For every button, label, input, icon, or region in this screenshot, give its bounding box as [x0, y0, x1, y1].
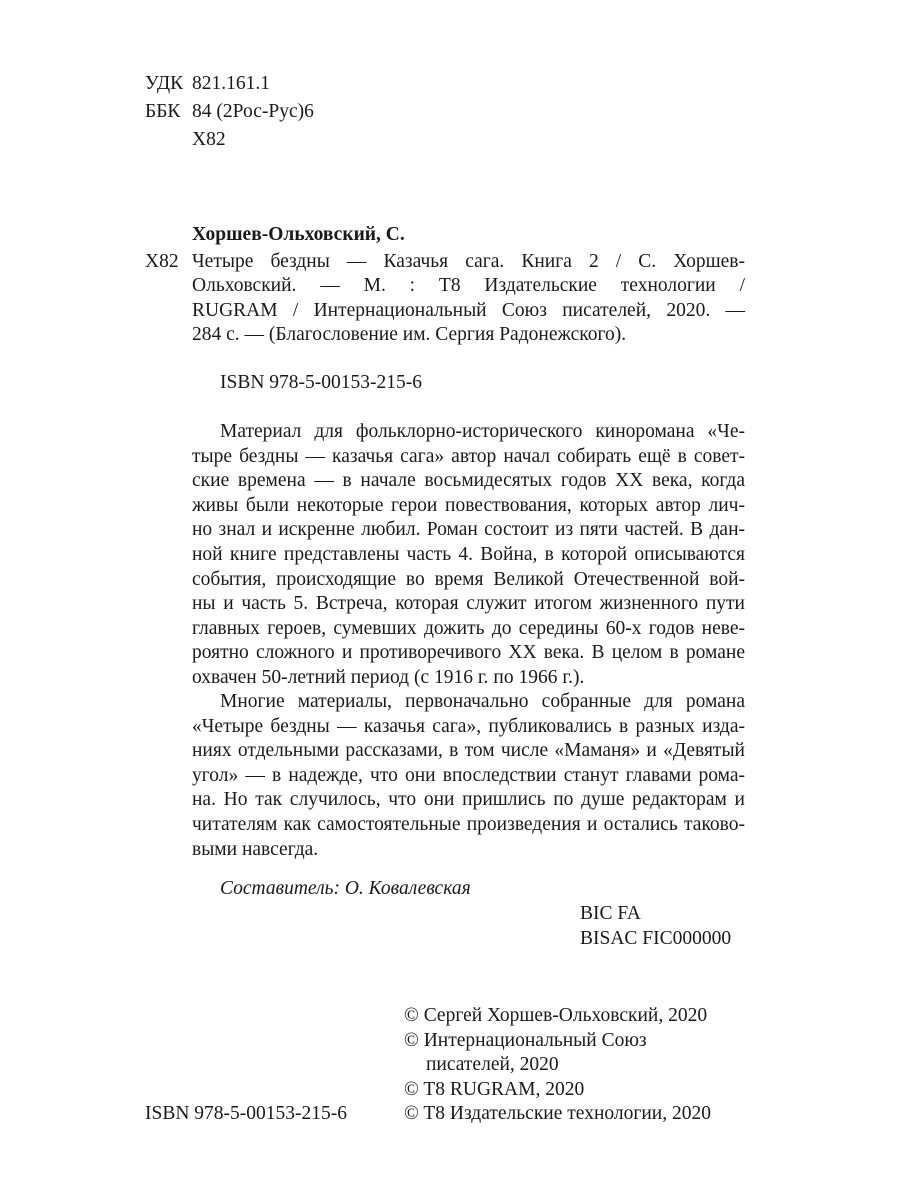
annotation-line: события, происходящие во время Великой Отечественной вой-	[192, 568, 745, 590]
annotation-line: тыре бездны — казачья сага» автор начал собирать ещё в совет-	[192, 445, 745, 467]
entry-description-line: Четыре бездны — Казачья сага. Книга 2 / С. Хоршев-	[192, 251, 745, 272]
annotation-line: «Четыре бездны — казачья сага», публиковались в разных изда-	[192, 715, 745, 737]
entry-author: Хоршев-Ольховский, С.	[192, 224, 405, 245]
compiler-credit: Составитель: О. Ковалевская	[220, 878, 471, 899]
annotation-line: Материал для фольклорно-исторического кинороманa «Че-	[220, 421, 745, 442]
annotation-line: читателям как самостоятельные произведения и остались таково-	[192, 813, 745, 835]
author-mark: Х82	[192, 129, 226, 150]
entry-description-line: RUGRAM / Интернациональный Союз писателей, 2020. —	[192, 300, 745, 321]
bbk-label: ББК	[145, 101, 181, 122]
bbk-value: 84 (2Рос-Рус)6	[192, 101, 314, 122]
copyright-line: © T8 Издательские технологии, 2020	[404, 1103, 711, 1124]
annotation-line: главных героев, сумевших дожить до середины 60-х годов неве-	[192, 617, 745, 639]
entry-description-line: 284 с. — (Благословение им. Сергия Радонежского).	[192, 324, 627, 345]
copyright-line: © Интернациональный Союз	[404, 1030, 647, 1051]
bottom-isbn: ISBN 978-5-00153-215-6	[145, 1103, 348, 1124]
copyright-line: © T8 RUGRAM, 2020	[404, 1079, 585, 1100]
annotation-line: ны и часть 5. Встреча, которая служит итогом жизненного пути	[192, 593, 745, 615]
annotation-line: ной книге представлены часть 4. Война, в которой описываются	[192, 543, 745, 565]
annotation-line: на. Но так случилось, что они пришлись по душе редакторам и	[192, 789, 745, 811]
entry-isbn: ISBN 978-5-00153-215-6	[220, 372, 423, 393]
annotation-paragraph-2	[192, 690, 745, 862]
entry-description-line: Ольховский. — М. : T8 Издательские технологии /	[192, 275, 745, 296]
annotation-line: ские времена — в начале восьмидесятых годов XX века, когда	[192, 470, 745, 492]
annotation-line: но знал и искренне любил. Роман состоит из пяти частей. В дан-	[192, 519, 745, 541]
udk-label: УДК	[145, 73, 184, 94]
annotation-line: охвачен 50-летний период (с 1916 г. по 1966 г.).	[192, 666, 585, 688]
annotation-line: выми навсегда.	[192, 838, 319, 860]
udk-value: 821.161.1	[192, 73, 270, 94]
copyright-line: © Сергей Хоршев-Ольховский, 2020	[404, 1005, 708, 1026]
bic-code: BIC FA	[580, 903, 641, 924]
annotation-line: угол» — в надежде, что они впоследствии станут главами рома-	[192, 764, 745, 786]
annotation-paragraph-1	[192, 420, 745, 691]
annotation-line: Многие материалы, первоначально собранные для романа	[220, 691, 745, 712]
annotation-line: роятно сложного и противоречивого XX века. В целом в романе	[192, 642, 745, 664]
annotation-line: живы были некоторые герои повествования, которых автор лич-	[192, 494, 745, 516]
entry-code: Х82	[145, 251, 179, 272]
copyright-line: писателей, 2020	[426, 1054, 559, 1075]
annotation-line: ниях отдельными рассказами, в том числе «Маманя» и «Девятый	[192, 740, 745, 762]
bisac-code: BISAC FIC000000	[580, 928, 732, 949]
